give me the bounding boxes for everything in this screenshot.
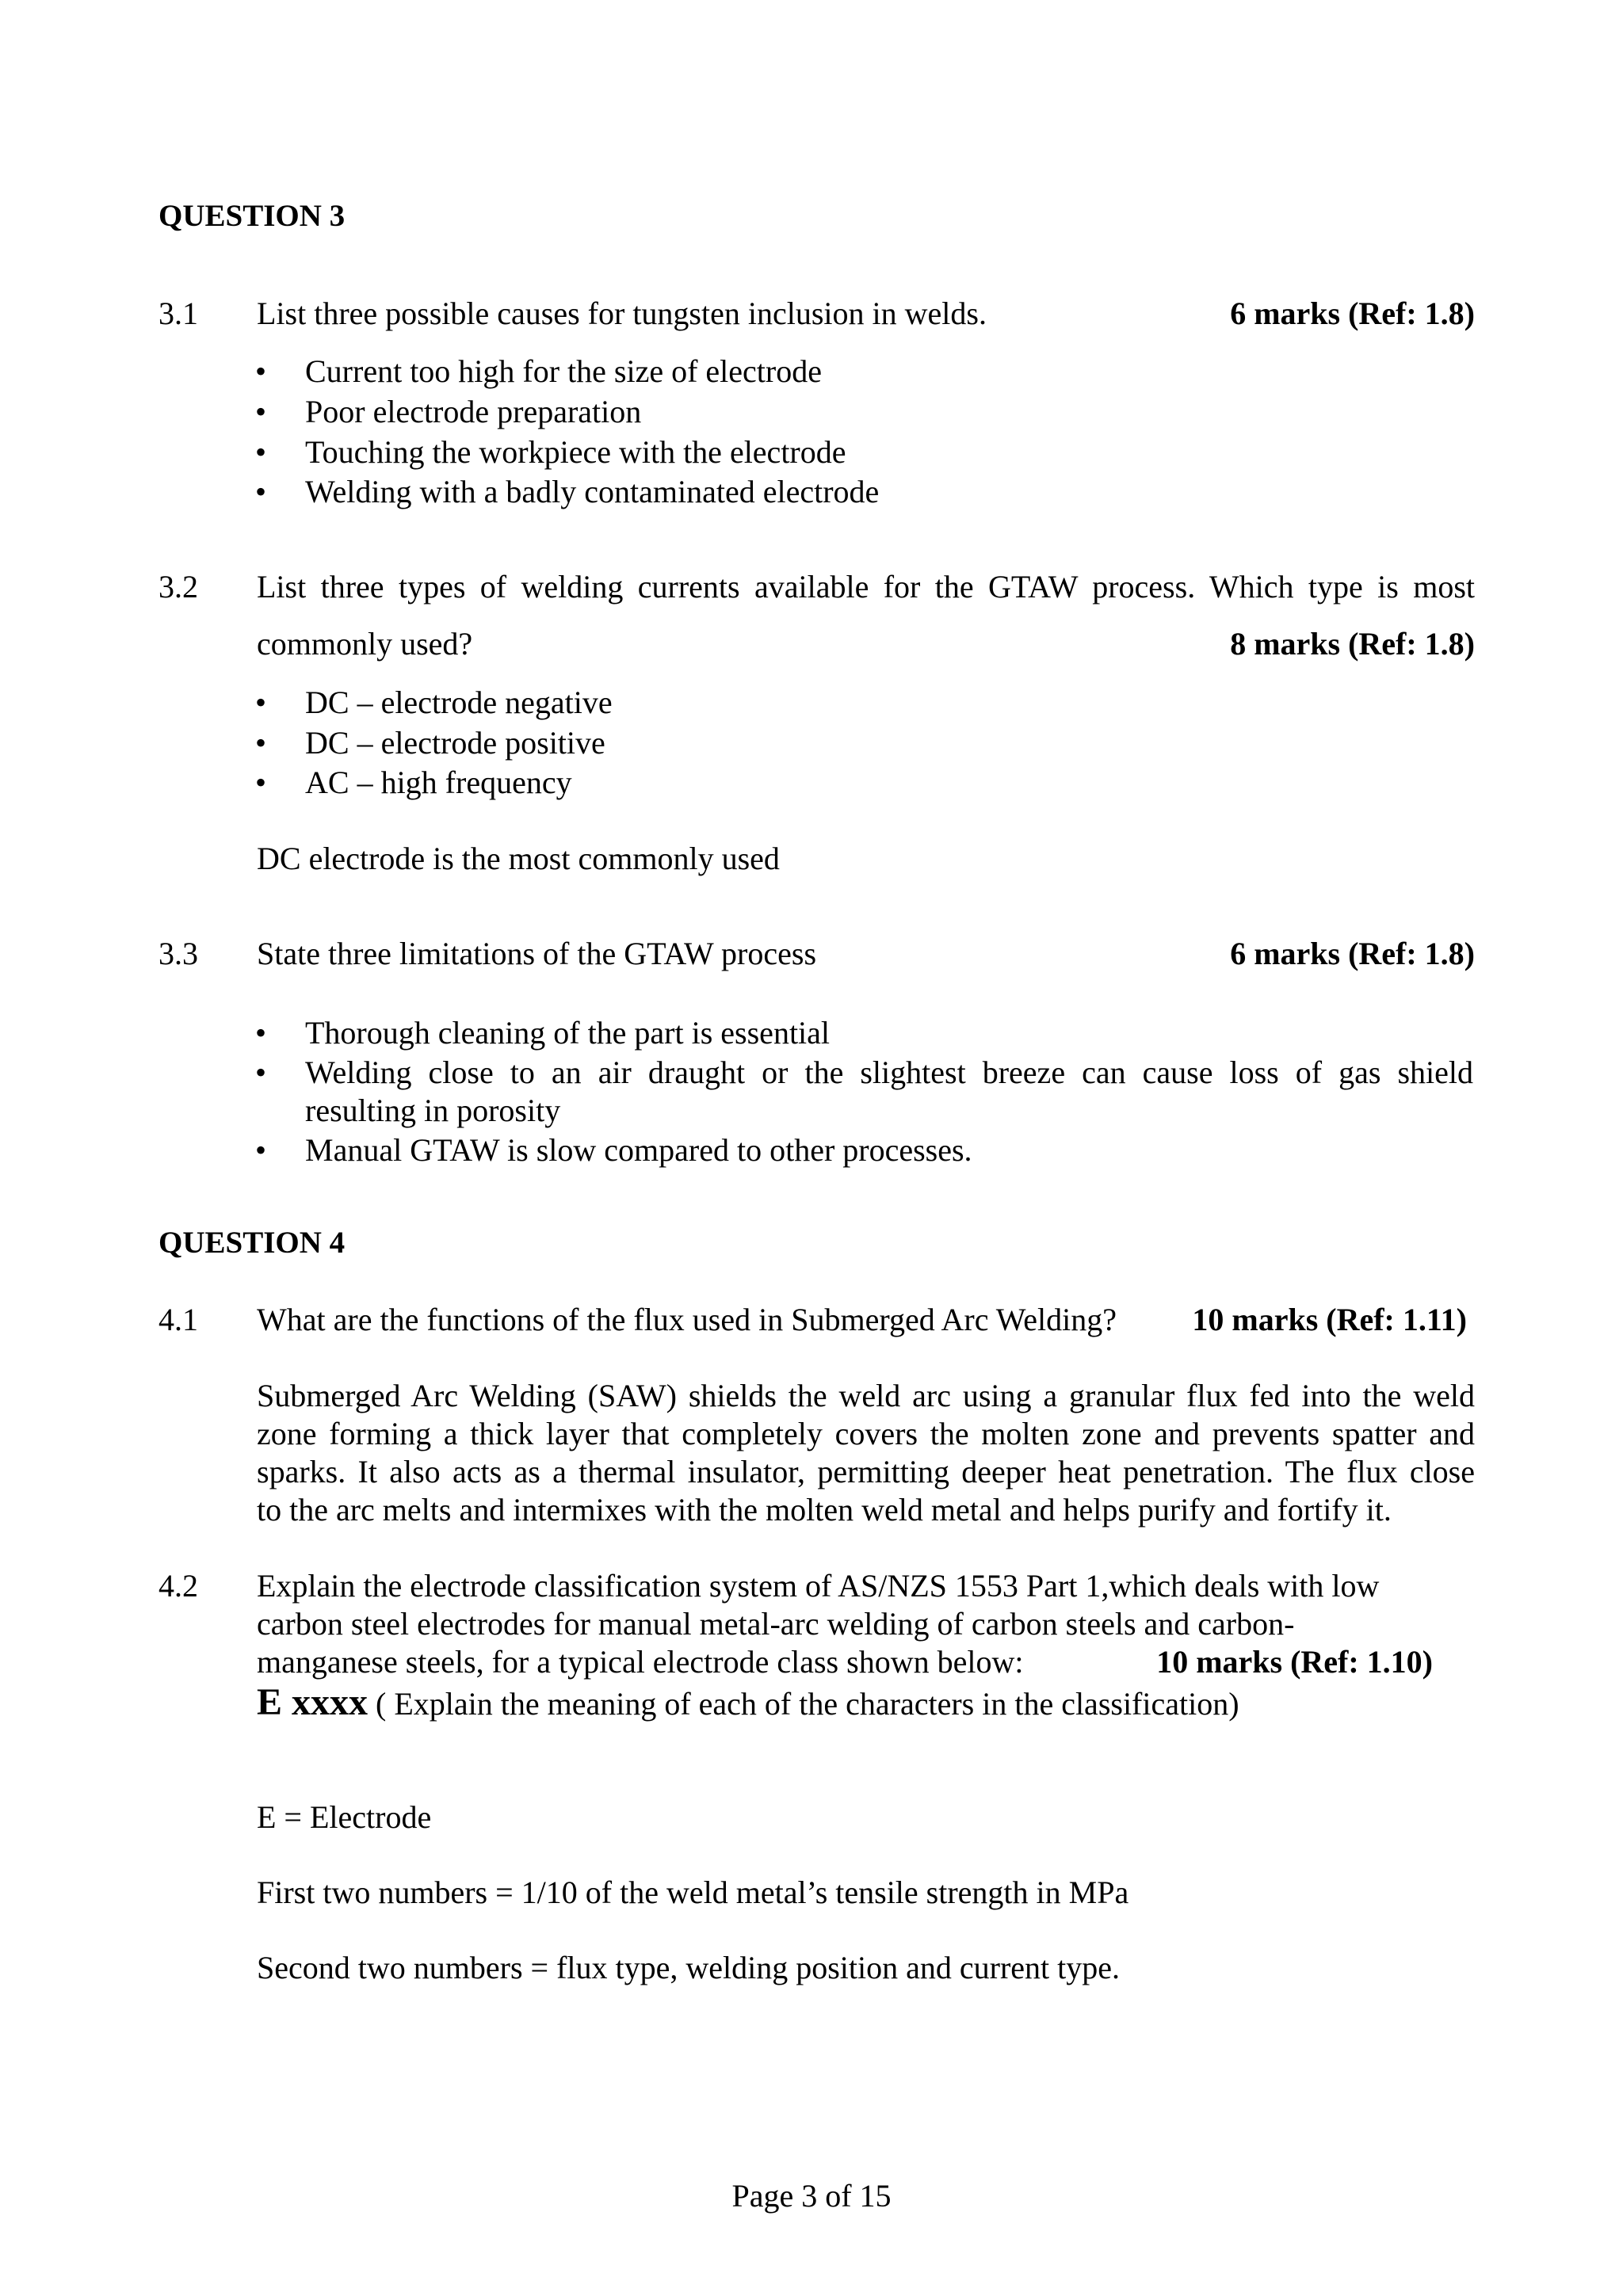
q42-text-line1: Explain the electrode classification system of AS/NZS 1553 Part 1,which deals with low — [257, 1568, 1380, 1604]
bullet-icon: • — [255, 765, 267, 800]
bullet-icon: • — [255, 725, 267, 761]
q42-answer-e: E = Electrode — [257, 1799, 432, 1835]
q33-marks: 6 marks (Ref: 1.8) — [1230, 936, 1475, 971]
electrode-class-code: E xxxx — [257, 1681, 369, 1723]
q32-answer: DC electrode is the most commonly used — [257, 841, 780, 876]
q41-answer-line: sparks. It also acts as a thermal insulator, permitting deeper heat penetration. The flux close — [257, 1454, 1475, 1489]
question-4-heading: QUESTION 4 — [158, 1226, 346, 1260]
q42-number: 4.2 — [158, 1568, 198, 1604]
q42-text-line2: carbon steel electrodes for manual metal-arc welding of carbon steels and carbon- — [257, 1606, 1295, 1642]
q41-answer-line: Submerged Arc Welding (SAW) shields the weld arc using a granular flux fed into the weld — [257, 1378, 1475, 1413]
q32-marks: 8 marks (Ref: 1.8) — [1230, 626, 1475, 662]
q41-answer-line: to the arc melts and intermixes with the molten weld metal and helps purify and fortify it. — [257, 1492, 1392, 1527]
bullet-icon: • — [255, 353, 267, 389]
bullet-icon: • — [255, 1015, 267, 1051]
q33-number: 3.3 — [158, 936, 198, 971]
q41-answer — [257, 1377, 1475, 1529]
bullet-icon: • — [255, 685, 267, 720]
q41-answer-line: zone forming a thick layer that completely covers the molten zone and prevents spatter and — [257, 1416, 1475, 1451]
q31-number: 3.1 — [158, 296, 198, 331]
q42-text-line3: manganese steels, for a typical electrode class shown below: — [257, 1644, 1024, 1680]
q32-text-line2: commonly used? — [257, 626, 473, 662]
q41-text: What are the functions of the flux used in Submerged Arc Welding? — [257, 1302, 1117, 1337]
electrode-class-note: ( Explain the meaning of each of the characters in the classification) — [376, 1686, 1239, 1722]
q42-marks: 10 marks (Ref: 1.10) — [1156, 1644, 1433, 1680]
q32-number: 3.2 — [158, 569, 198, 605]
q41-marks: 10 marks (Ref: 1.11) — [1192, 1302, 1467, 1337]
bullet-icon: • — [255, 474, 267, 509]
question-3-heading: QUESTION 3 — [158, 199, 346, 233]
q33-bullet2-continuation: resulting in porosity — [305, 1093, 561, 1128]
q41-number: 4.1 — [158, 1302, 198, 1337]
q32-text-line1: List three types of welding currents available for the GTAW process. Which type is most — [257, 569, 1475, 605]
q33-text: State three limitations of the GTAW process — [257, 936, 817, 971]
page-number: Page 3 of 15 — [731, 2178, 892, 2214]
q42-answer-first-two: First two numbers = 1/10 of the weld metal’s tensile strength in MPa — [257, 1875, 1129, 1910]
q42-classification-line — [257, 1680, 1239, 1726]
q31-text: List three possible causes for tungsten inclusion in welds. — [257, 296, 987, 331]
q42-answer-second-two: Second two numbers = flux type, welding position and current type. — [257, 1950, 1121, 1985]
bullet-icon: • — [255, 1055, 267, 1090]
bullet-icon: • — [255, 1132, 267, 1168]
q31-marks: 6 marks (Ref: 1.8) — [1230, 296, 1475, 331]
bullet-icon: • — [255, 394, 267, 429]
bullet-icon: • — [255, 434, 267, 470]
